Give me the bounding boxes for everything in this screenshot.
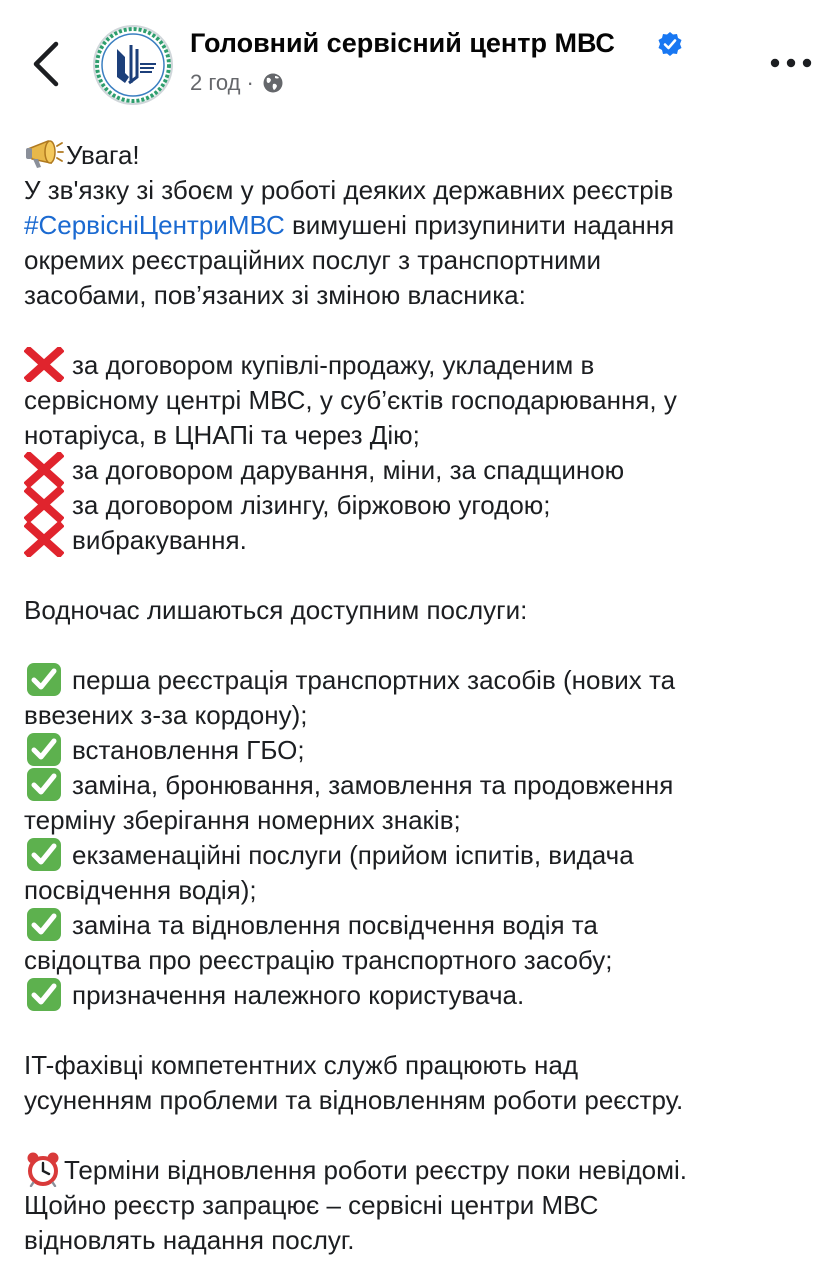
check-mark-icon <box>24 732 64 767</box>
suspended-item-line <box>24 453 824 488</box>
available-item <box>24 838 824 908</box>
suspended-item-line <box>24 418 824 453</box>
available-item <box>24 978 824 1013</box>
it-note-line <box>24 1048 824 1083</box>
suspended-item-line-text: нотаріуса, в ЦНАПі та через Дію; <box>24 420 420 450</box>
post-meta <box>190 68 284 98</box>
suspended-item <box>24 488 824 523</box>
closing-line <box>24 1223 824 1258</box>
intro-line <box>24 278 824 313</box>
suspended-item <box>24 523 824 558</box>
available-item-line <box>24 803 824 838</box>
available-item-line <box>24 908 824 943</box>
intro-text: вимушені призупинити надання <box>284 210 675 240</box>
intro-line <box>24 243 824 278</box>
mvs-logo-icon <box>95 27 171 103</box>
available-item-line <box>24 663 824 698</box>
available-item-line-text: призначення належного користувача. <box>72 980 525 1010</box>
it-note-line <box>24 1083 824 1118</box>
check-mark-icon <box>24 662 64 697</box>
available-item-line-text: свідоцтва про реєстрацію транспортного засобу; <box>24 945 613 975</box>
suspended-item-line <box>24 348 824 383</box>
suspended-item <box>24 348 824 453</box>
suspended-item-line <box>24 523 824 558</box>
available-item-line-text: заміна, бронювання, замовлення та продовження <box>72 770 674 800</box>
suspended-item-line <box>24 488 824 523</box>
closing-line-text: Терміни відновлення роботи реєстру поки невідомі. <box>64 1155 687 1185</box>
megaphone-icon <box>24 138 64 170</box>
available-item-line-text: екзаменаційні послуги (прийом іспитів, видача <box>72 840 634 870</box>
heading-text: Увага! <box>66 140 140 170</box>
hashtag-link[interactable]: #СервісніЦентриМВС <box>24 210 285 240</box>
available-item-line <box>24 978 824 1013</box>
back-button[interactable] <box>26 34 70 94</box>
it-note-line-text: IT-фахівці компетентних служб працюють над <box>24 1050 579 1080</box>
available-item <box>24 733 824 768</box>
check-mark-icon <box>24 767 64 802</box>
cross-mark-icon <box>24 522 64 557</box>
check-mark-icon <box>24 907 64 942</box>
intro-line <box>24 173 824 208</box>
intro-text: У зв'язку зі збоєм у роботі деяких державних реєстрів <box>24 175 674 205</box>
intro-line-text: окремих реєстраційних послуг з транспортними <box>24 245 602 275</box>
available-item-line-text: встановлення ГБО; <box>72 735 305 765</box>
post-time-link[interactable]: 2 год <box>190 70 241 95</box>
available-item-line-text: терміну зберігання номерних знаків; <box>24 805 461 835</box>
check-mark-icon <box>24 977 64 1012</box>
cross-mark-icon <box>24 452 64 487</box>
heading-line <box>24 138 824 173</box>
available-item-line-text: перша реєстрація транспортних засобів (нових та <box>72 665 676 695</box>
meta-separator: · <box>246 70 254 95</box>
verified-badge-icon <box>657 31 683 57</box>
available-item <box>24 908 824 978</box>
available-item-line <box>24 873 824 908</box>
suspended-item-line-text: за договором лізингу, біржовою угодою; <box>72 490 551 520</box>
available-item-line <box>24 838 824 873</box>
available-item <box>24 768 824 838</box>
available-item-line <box>24 943 824 978</box>
available-item-line <box>24 733 824 768</box>
post-header <box>0 0 838 130</box>
more-options-button[interactable] <box>768 50 814 76</box>
intro-line <box>24 208 824 243</box>
check-mark-icon <box>24 837 64 872</box>
alarm-clock-icon <box>24 1151 62 1187</box>
suspended-item-line <box>24 383 824 418</box>
suspended-item-line-text: вибракування. <box>72 525 247 555</box>
available-item-line <box>24 698 824 733</box>
available-item <box>24 663 824 733</box>
chevron-left-icon <box>26 34 70 94</box>
suspended-item-line-text: за договором дарування, міни, за спадщиною <box>72 455 625 485</box>
available-item-line-text: ввезених з-за кордону); <box>24 700 308 730</box>
cross-mark-icon <box>24 487 64 522</box>
available-item-line-text: заміна та відновлення посвідчення водія та <box>72 910 598 940</box>
closing-line-text: Щойно реєстр запрацює – сервісні центри МВС <box>24 1190 599 1220</box>
it-note-line-text: усуненням проблеми та відновленням роботи реєстру. <box>24 1085 684 1115</box>
available-heading: Водночас лишаються доступним послуги: <box>24 595 528 625</box>
suspended-services-list <box>24 348 824 558</box>
suspended-item-line-text: сервісному центрі МВС, у суб’єктів господарювання, у <box>24 385 677 415</box>
page-avatar[interactable] <box>93 25 173 105</box>
suspended-item-line-text: за договором купівлі-продажу, укладеним в <box>72 350 595 380</box>
available-services-list <box>24 663 824 1013</box>
closing-line <box>24 1153 824 1188</box>
suspended-item <box>24 453 824 488</box>
intro-line-text: засобами, пов’язаних зі зміною власника: <box>24 280 526 310</box>
cross-mark-icon <box>24 347 64 382</box>
available-item-line <box>24 768 824 803</box>
closing-line-text: відновлять надання послуг. <box>24 1225 355 1255</box>
closing-line <box>24 1188 824 1223</box>
globe-icon <box>262 72 284 94</box>
post-text <box>24 138 824 1258</box>
page-name-link[interactable]: Головний сервісний центр МВС <box>190 28 615 58</box>
available-item-line-text: посвідчення водія); <box>24 875 257 905</box>
more-dots-icon <box>768 50 814 76</box>
